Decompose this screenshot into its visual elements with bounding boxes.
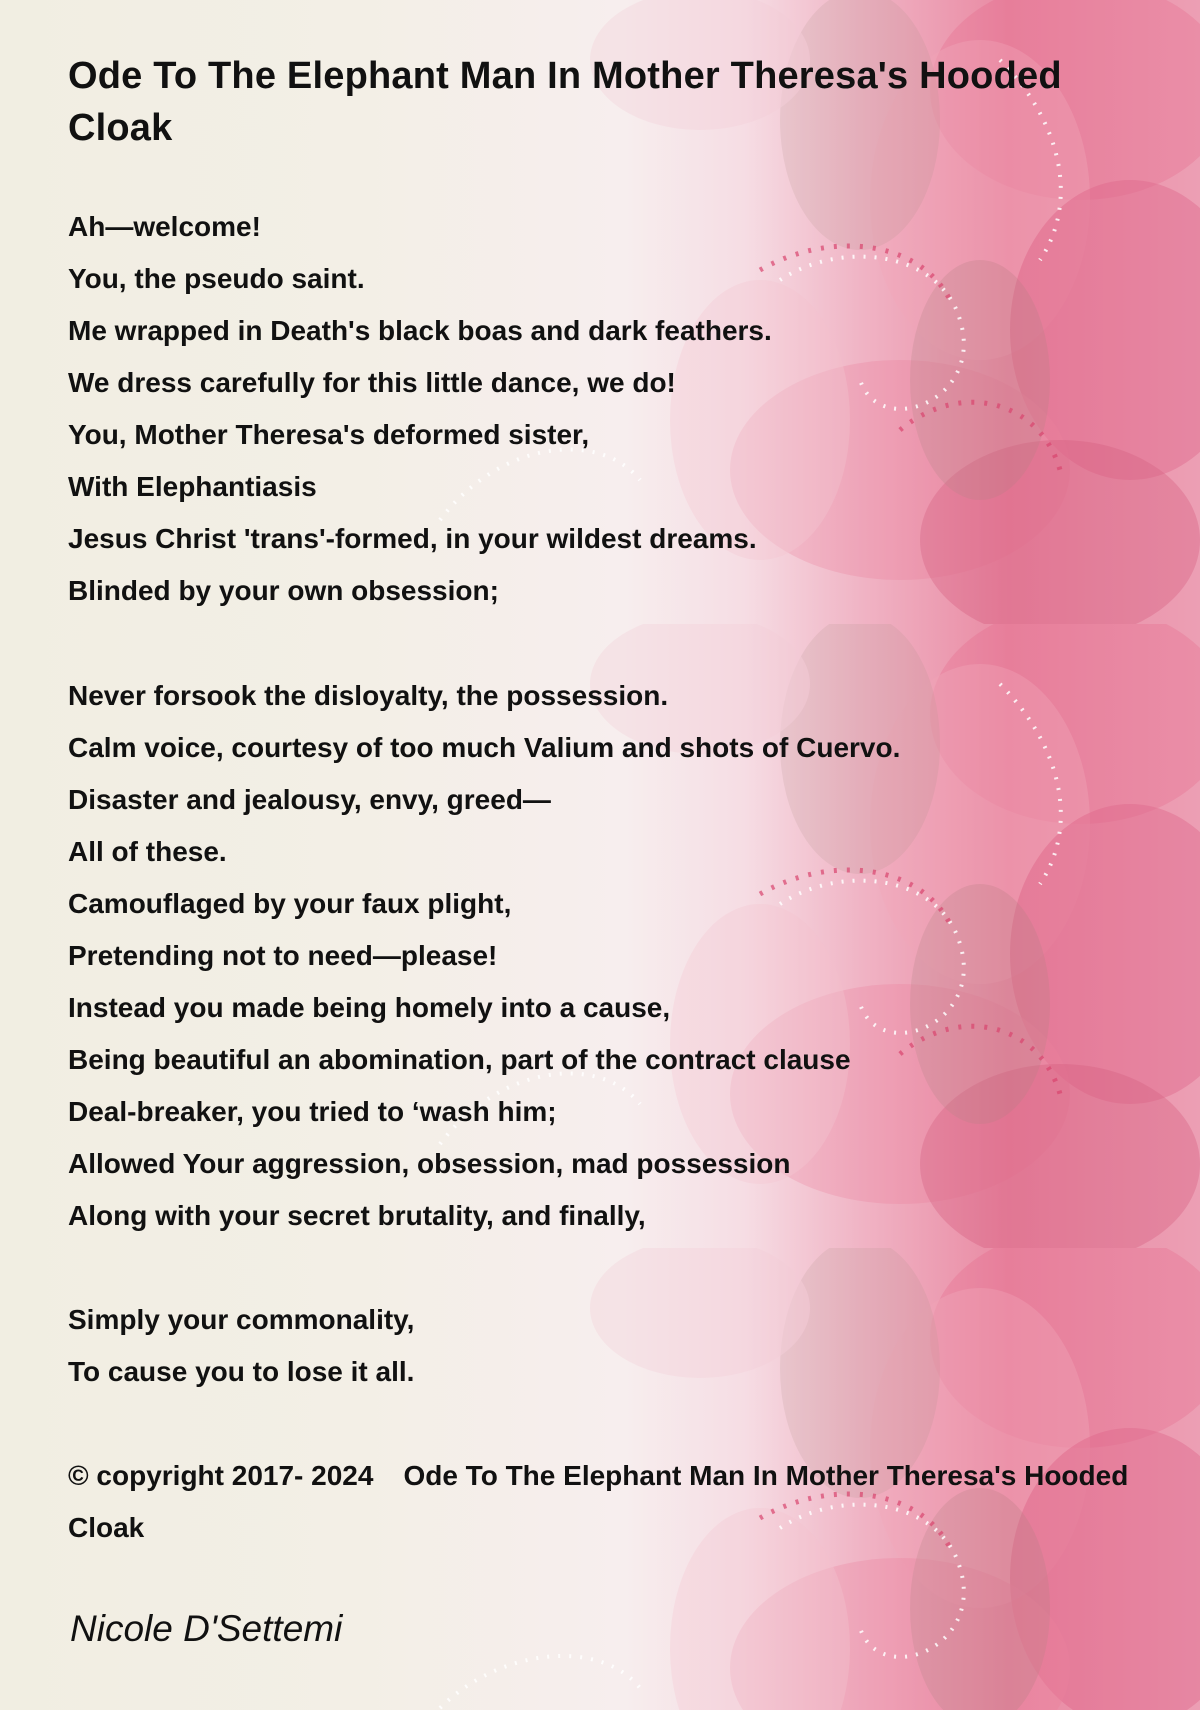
poem-line: Allowed Your aggression, obsession, mad possession — [68, 1148, 791, 1179]
poem-line: Along with your secret brutality, and finally, — [68, 1200, 646, 1231]
stanza — [68, 670, 900, 1242]
copyright-text: © copyright 2017- 2024 — [68, 1460, 374, 1491]
author-name: Nicole D'Settemi — [70, 1608, 343, 1649]
stanza — [68, 201, 772, 617]
poem-line: Being beautiful an abomination, part of the contract clause — [68, 1044, 851, 1075]
poem-line: Deal-breaker, you tried to ‘wash him; — [68, 1096, 557, 1127]
poem-title: Ode To The Elephant Man In Mother Theresa's Hooded Cloak — [68, 55, 1062, 149]
poem-line: To cause you to lose it all. — [68, 1356, 415, 1387]
poem-line: Never forsook the disloyalty, the possession. — [68, 680, 669, 711]
poem-line: You, Mother Theresa's deformed sister, — [68, 419, 590, 450]
poem-line: Disaster and jealousy, envy, greed— — [68, 784, 551, 815]
poem-line: Pretending not to need—please! — [68, 940, 498, 971]
poem-line: You, the pseudo saint. — [68, 263, 365, 294]
poem-line: Jesus Christ 'trans'-formed, in your wildest dreams. — [68, 523, 757, 554]
poem-line: We dress carefully for this little dance, we do! — [68, 367, 676, 398]
copyright-notice — [68, 1450, 1178, 1554]
poem-line: Blinded by your own obsession; — [68, 575, 499, 606]
copyright-title: Ode To The Elephant Man In Mother Theresa's Hooded Cloak — [68, 1460, 1129, 1543]
poem-line: Instead you made being homely into a cause, — [68, 992, 671, 1023]
poem-line: Camouflaged by your faux plight, — [68, 888, 512, 919]
poem-line: All of these. — [68, 836, 227, 867]
poem-line: With Elephantiasis — [68, 471, 317, 502]
poem-line: Calm voice, courtesy of too much Valium and shots of Cuervo. — [68, 732, 901, 763]
poem-line: Ah—welcome! — [68, 211, 261, 242]
stanza — [68, 1294, 414, 1398]
poem-line: Simply your commonality, — [68, 1304, 415, 1335]
poem-line: Me wrapped in Death's black boas and dark feathers. — [68, 315, 772, 346]
